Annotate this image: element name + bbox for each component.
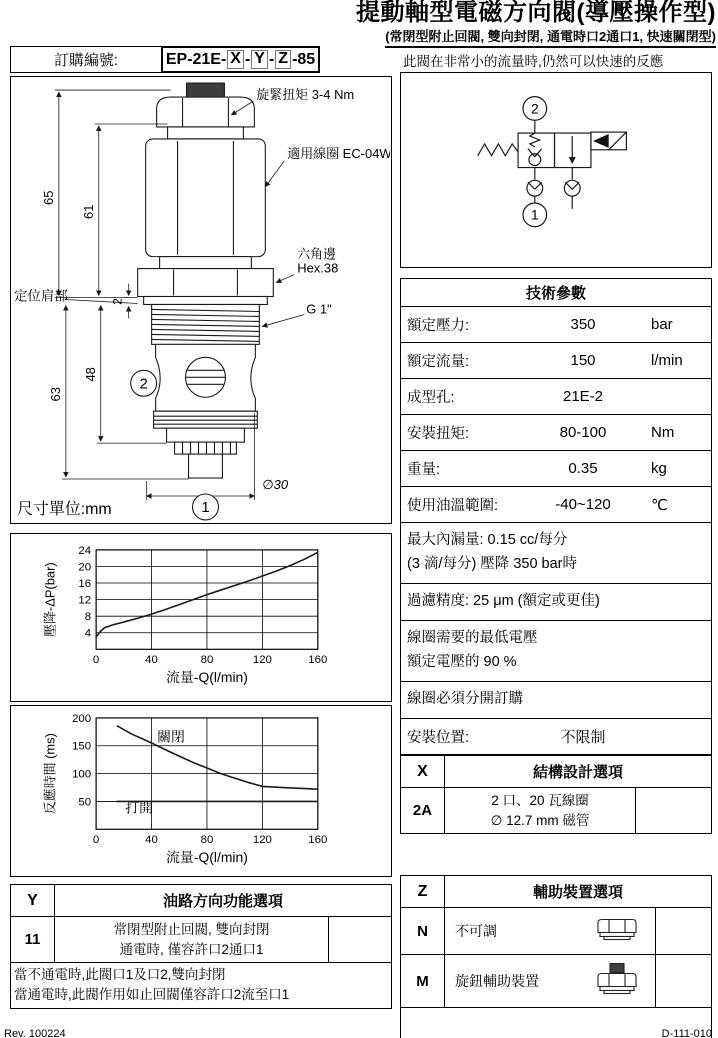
z-row-m-empty-cell <box>655 955 711 1007</box>
param-value: 不限制 <box>560 728 606 746</box>
pressure-drop-chart <box>11 534 390 700</box>
param-value: 350 <box>570 316 596 333</box>
svg-text:4: 4 <box>84 627 92 640</box>
param-value: 21E-2 <box>562 388 604 405</box>
param-label: 重量: <box>407 462 441 478</box>
x-table-header <box>401 756 711 788</box>
svg-text:150: 150 <box>72 740 92 753</box>
svg-text:80: 80 <box>200 654 214 667</box>
param-label: 安裝扭矩: <box>407 426 470 442</box>
param-value: 80-100 <box>559 424 607 441</box>
param-unit: l/min <box>651 352 683 369</box>
svg-text:80: 80 <box>200 834 214 847</box>
x-table-title: 結構設計選項 <box>532 764 623 781</box>
svg-text:120: 120 <box>252 654 272 667</box>
response-time-chart <box>11 706 390 876</box>
param-unit: kg <box>651 460 667 477</box>
svg-text:流量-Q(l/min): 流量-Q(l/min) <box>166 849 248 866</box>
z-table-title: 輔助裝置選項 <box>532 884 623 901</box>
param-label: 安裝位置: <box>407 729 470 746</box>
svg-text:24: 24 <box>78 544 92 557</box>
z-table-header <box>401 876 711 908</box>
svg-text:壓降-ΔP(bar): 壓降-ΔP(bar) <box>42 562 58 637</box>
header <box>120 0 716 48</box>
technical-parameters-table <box>400 278 712 755</box>
param-row-weight <box>401 451 711 487</box>
y-table-header <box>11 885 391 917</box>
circuit-symbol-box <box>400 72 712 268</box>
valve-body-outline <box>138 83 274 478</box>
order-number-row <box>10 46 320 73</box>
param-row-filtration <box>401 584 711 621</box>
order-code-sep2: - <box>268 50 275 68</box>
drawing-port1-marker: 1 <box>201 498 210 516</box>
params-title: 技術參數 <box>401 279 711 307</box>
param-row-leakage <box>401 523 711 584</box>
order-code-sep1: - <box>244 50 251 68</box>
y-row-value <box>55 917 328 962</box>
param-value: 150 <box>570 352 596 369</box>
param-row-install-torque <box>401 415 711 451</box>
param-unit: Nm <box>651 424 675 441</box>
svg-text:8: 8 <box>84 611 92 624</box>
y-row-line2: 通電時, 僅容許口2通口1 <box>119 941 264 957</box>
order-code-y-placeholder: Y <box>251 50 268 69</box>
param-line: (3 滴/每分) 壓降 350 bar時 <box>407 555 578 572</box>
hex-label-line1: 六角邊 <box>297 246 337 262</box>
valve-drawing-box <box>10 76 392 524</box>
order-code-z-placeholder: Z <box>275 50 291 69</box>
param-label: 使用油溫範圍: <box>407 498 499 514</box>
x-row-key: 2A <box>401 788 445 833</box>
param-line: 線圈必須分開訂購 <box>407 690 523 707</box>
quick-response-note: 此閥在非常小的流量時,仍然可以快速的反應 <box>403 54 664 69</box>
x-row-line1: 2 口、20 瓦線圈 <box>491 793 589 808</box>
param-label: 成型孔: <box>407 390 455 406</box>
order-number-code <box>162 46 320 73</box>
dim-65-label: 65 <box>40 190 56 205</box>
order-code-prefix: EP-21E- <box>165 50 227 68</box>
dim-2-label: 2 <box>110 298 125 305</box>
z-row-n-key: N <box>401 908 445 954</box>
hydraulic-circuit-symbol <box>401 73 710 266</box>
param-value: 0.35 <box>568 460 598 477</box>
z-table-key: Z <box>401 876 445 907</box>
circuit-port1-marker: 1 <box>530 207 539 223</box>
z-row-n-empty-cell <box>655 908 711 954</box>
y-row-key: 11 <box>11 917 55 962</box>
y-row-line1: 常閉型附止回閥, 雙向封閉 <box>113 922 270 937</box>
z-table-row-m <box>401 955 711 1008</box>
svg-text:200: 200 <box>72 712 92 725</box>
svg-text:16: 16 <box>78 578 92 591</box>
param-line: 額定電壓的 90 % <box>407 653 517 670</box>
order-code-x-placeholder: X <box>227 50 244 69</box>
torque-label: 旋緊扭矩 3-4 Nm <box>256 87 355 103</box>
drawing-port2-marker: 2 <box>139 375 148 393</box>
unit-label: 尺寸單位:mm <box>16 500 112 518</box>
dim-48-label: 48 <box>82 367 98 382</box>
param-line: 最大內漏量: 0.15 cc/每分 <box>407 532 568 548</box>
param-unit: bar <box>651 316 673 333</box>
z-row-m-value <box>445 955 655 1007</box>
svg-text:關閉: 關閉 <box>157 728 185 745</box>
dim-61-label: 61 <box>80 204 96 219</box>
z-table-row-n <box>401 908 711 955</box>
svg-text:40: 40 <box>145 834 158 847</box>
svg-text:160: 160 <box>308 834 328 847</box>
z-row-n-label: 不可調 <box>455 923 497 939</box>
footer-revision: Rev. 100224 <box>4 1028 66 1038</box>
param-row-rated-flow <box>401 343 711 379</box>
footer-doc-number: D-111-010 <box>661 1028 712 1038</box>
page-title: 提動軸型電磁方向閥(導壓操作型) <box>356 0 716 26</box>
x-table-key: X <box>401 756 445 787</box>
hex-label-line2: Hex.38 <box>297 260 339 276</box>
svg-text:12: 12 <box>78 594 92 607</box>
svg-text:100: 100 <box>72 768 92 781</box>
param-row-rated-pressure <box>401 307 711 343</box>
knob-adjuster-icon <box>593 963 641 1000</box>
y-table-key: Y <box>11 885 55 916</box>
param-unit: ℃ <box>651 496 668 514</box>
param-row-coil-order <box>401 682 711 719</box>
param-row-mounting <box>401 719 711 754</box>
y-table-row-11 <box>11 917 391 963</box>
circuit-port2-marker: 2 <box>530 101 539 117</box>
param-label: 額定流量: <box>407 354 470 370</box>
svg-text:50: 50 <box>78 796 92 809</box>
svg-text:20: 20 <box>78 561 92 574</box>
y-row-empty-cell <box>328 917 391 962</box>
hex-nut-icon <box>593 917 641 946</box>
param-line: 線圈需要的最低電壓 <box>407 629 538 646</box>
order-code-suffix: -85 <box>292 50 316 68</box>
thread-label: G 1" <box>306 301 332 317</box>
y-note-line2: 當通電時,此閥作用如止回閥僅容許口2流至口1 <box>14 987 290 1003</box>
svg-text:0: 0 <box>92 834 100 847</box>
page-subtitle: (常閉型附止回閥, 雙向封閉, 通電時口2通口1, 快速關閉型) <box>385 26 716 48</box>
param-row-cavity <box>401 379 711 415</box>
dim-63-label: 63 <box>47 387 63 402</box>
svg-text:反應時間 (ms): 反應時間 (ms) <box>42 733 58 815</box>
response-time-chart-box <box>10 705 392 877</box>
valve-technical-drawing <box>11 77 390 522</box>
x-row-empty-cell <box>635 788 711 833</box>
structure-option-table <box>400 755 712 834</box>
shoulder-label: 定位肩部 <box>13 288 68 304</box>
param-row-oil-temp <box>401 487 711 523</box>
function-option-table <box>10 884 392 1009</box>
svg-text:40: 40 <box>145 654 158 667</box>
x-row-value <box>445 788 635 833</box>
y-table-title: 油路方向功能選項 <box>162 893 283 910</box>
param-row-min-voltage <box>401 621 711 682</box>
svg-text:打開: 打開 <box>125 799 154 816</box>
svg-text:流量-Q(l/min): 流量-Q(l/min) <box>166 669 248 686</box>
svg-text:120: 120 <box>252 834 272 847</box>
param-value: -40~120 <box>555 496 611 513</box>
param-label: 額定壓力: <box>407 318 470 334</box>
z-row-m-label: 旋鈕輔助裝置 <box>455 973 539 989</box>
pressure-drop-chart-box <box>10 533 392 702</box>
y-table-note <box>11 963 391 1008</box>
diameter-label: ∅30 <box>262 477 289 493</box>
param-line: 過濾精度: 25 μm (額定或更佳) <box>407 592 600 609</box>
x-row-line2: ∅ 12.7 mm 磁管 <box>490 812 590 828</box>
x-table-row-2a <box>401 788 711 833</box>
auxiliary-option-table <box>400 875 712 1038</box>
y-note-line1: 當不通電時,此閥口1及口2,雙向封閉 <box>14 967 226 983</box>
z-row-m-key: M <box>401 955 445 1007</box>
svg-text:160: 160 <box>308 654 328 667</box>
z-row-n-value <box>445 908 655 954</box>
circuit-lines <box>478 97 627 227</box>
coil-label: 適用線圈 EC-04W <box>287 145 390 161</box>
order-number-label: 訂購編號: <box>10 46 162 73</box>
svg-text:0: 0 <box>92 654 100 667</box>
